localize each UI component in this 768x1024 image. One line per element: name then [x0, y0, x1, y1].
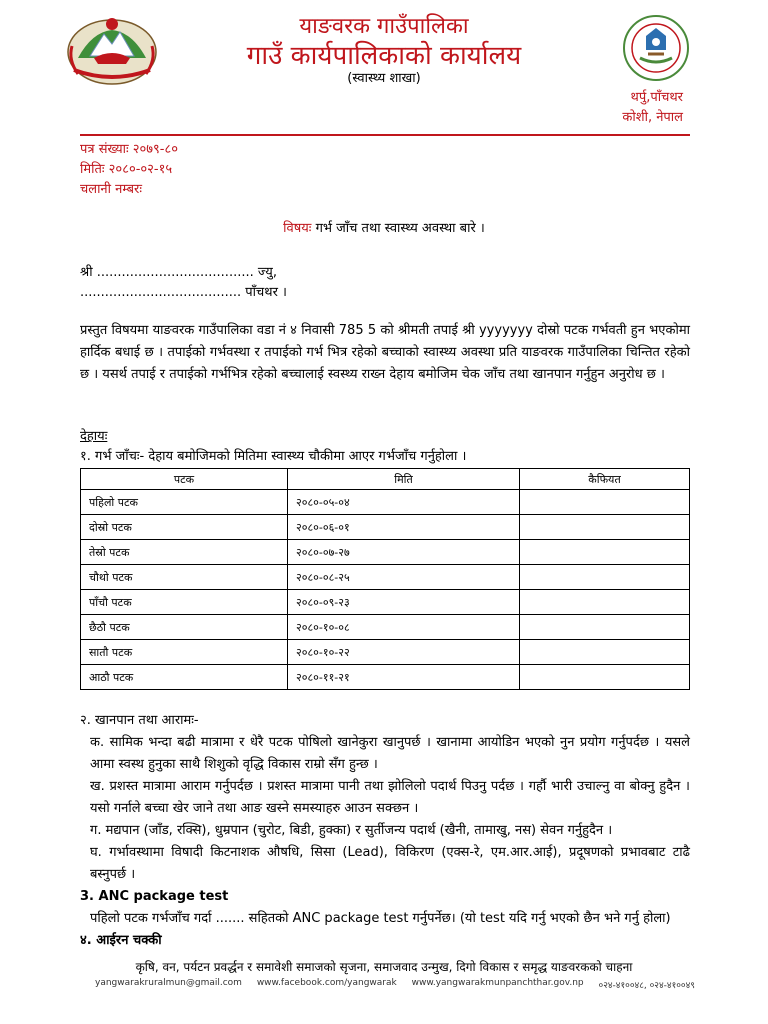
table-row [81, 565, 690, 590]
date-cell: २०८०-१०-०८ [288, 615, 520, 640]
section-3-text: पहिलो पटक गर्भजाँच गर्दा ....... सहितको ANC package test गर्नुपर्नेछ। (यो test यदि गर्नु भएको छैन भने गर्नु होला) [90, 911, 671, 926]
office-address [622, 88, 683, 128]
remarks-cell [520, 615, 690, 640]
table-row [81, 640, 690, 665]
diet-item-ka: क. सामिक भन्दा बढी मात्रामा र धेरै पटक पोषिलो खानेकुरा खानुपर्छ । खानामा आयोडिन भएको नुन प्रयोग गर्नुपर्दछ । यसले आमा स्वस्थ हुनुका साथै शिशुको वृद्धि विकास राम्रो सँग हुन्छ । [90, 735, 690, 772]
section-2 [80, 710, 690, 952]
subject-line [0, 218, 768, 236]
visit-cell: तेस्रो पटक [81, 540, 288, 565]
diet-item-ga: ग. मद्यपान (जाँड, रक्सि), धुम्रपान (चुरोट, बिडी, हुक्का) र सुर्तीजन्य पदार्थ (खैनी, तामाखु, नस) सेवन गर्नुहुदैन । [90, 823, 613, 838]
recipient-block [80, 263, 287, 303]
table-row [81, 515, 690, 540]
column-header-date: मिति [288, 469, 520, 490]
date-cell: २०८०-०९-२३ [288, 590, 520, 615]
column-header-visit: पटक [81, 469, 288, 490]
section-3-heading: 3. ANC package test [80, 889, 229, 904]
footer-website[interactable]: www.yangwarakmunpanchthar.gov.np [411, 978, 584, 988]
reference-number: पत्र संख्याः २०७९-८० [80, 142, 179, 157]
section-4-heading: ४. आईरन चक्की [80, 933, 162, 948]
date-cell: २०८०-१०-२२ [288, 640, 520, 665]
visit-cell: पहिलो पटक [81, 490, 288, 515]
table-header-row [81, 469, 690, 490]
diet-item-kha: ख. प्रशस्त मात्रामा आराम गर्नुपर्दछ । प्रशस्त मात्रामा पानी तथा झोलिलो पदार्थ पिउनु पर्दछ । गर्हौ भारी उचाल्नु वा बोक्नु हुदैन । यसो गर्नाले बच्चा खेर जाने तथा आङ खस्ने समस्याहरु आउन सक्छन । [90, 779, 690, 816]
remarks-cell [520, 540, 690, 565]
checkup-schedule-table [80, 468, 690, 690]
remarks-cell [520, 665, 690, 690]
body-paragraph: प्रस्तुत विषयमा याङवरक गाउँपालिका वडा नं ४ निवासी 785 5 को श्रीमती तपाई श्री yyyyyyy दोस्रो पटक गर्भवती हुन भएकोमा हार्दिक बधाई छ । तपाईको गर्भवस्था र तपाईको गर्भ भित्र रहेको बच्चाको स्वास्थ्य अवस्था प्रति याङवरक गाउँपालिका चिन्तित रहेको छ । यसर्थ तपाई र तपाईको गर्भभित्र रहेको बच्चालाई स्वस्थ्य राख्न देहाय बमोजिम चेक जाँच तथा खानपान गर्नुहुन अनुरोध छ । [80, 323, 690, 382]
footer-email[interactable]: yangwarakruralmun@gmail.com [95, 978, 242, 988]
column-header-remarks: कैफियत [520, 469, 690, 490]
date-cell: २०८०-०५-०४ [288, 490, 520, 515]
section-2-heading: २. खानपान तथा आरामः- [80, 713, 199, 728]
municipality-seal-icon [622, 14, 690, 82]
section-1-heading: १. गर्भ जाँचः- देहाय बमोजिमको मितिमा स्वास्थ्य चौकीमा आएर गर्भजाँच गर्नुहोला । [80, 449, 467, 464]
table-row [81, 665, 690, 690]
municipality-name: याङवरक गाउँपालिका [299, 14, 469, 39]
footer-facebook[interactable]: www.facebook.com/yangwarak [256, 978, 397, 988]
recipient-line-1: श्री ...................................... ज्यु, [80, 265, 277, 280]
visit-cell: चौथो पटक [81, 565, 288, 590]
address-line-1: थर्पु,पाँचथर [630, 90, 683, 105]
table-row [81, 615, 690, 640]
dispatch-number: चलानी नम्बरः [80, 182, 142, 197]
visit-cell: दोस्रो पटक [81, 515, 288, 540]
table-row [81, 590, 690, 615]
diet-item-gha: घ. गर्भावस्थामा विषादी किटनाशक औषधि, सिसा (Lead), विकिरण (एक्स-रे, एम.आर.आई), प्रदूषणको प्रभावबाट टाढै बस्नुपर्छ । [90, 845, 690, 882]
letter-date: मितिः २०८०-०२-१५ [80, 162, 173, 177]
remarks-cell [520, 640, 690, 665]
table-row [81, 490, 690, 515]
visit-cell: आठौ पटक [81, 665, 288, 690]
remarks-cell [520, 490, 690, 515]
header-divider [80, 134, 690, 136]
office-name: गाउँ कार्यपालिकाको कार्यालय [246, 41, 522, 71]
visit-cell: सातौ पटक [81, 640, 288, 665]
date-cell: २०८०-०८-२५ [288, 565, 520, 590]
date-cell: २०८०-११-२१ [288, 665, 520, 690]
branch-name: (स्वास्थ्य शाखा) [347, 71, 421, 86]
footer-slogan: कृषि, वन, पर्यटन प्रवर्द्धन र समावेशी समाजको सृजना, समाजवाद उन्मुख, दिगो विकास र समृद्ध याङवरकको चाहना [135, 960, 633, 974]
table-row [81, 540, 690, 565]
section-heading: देहायः [80, 429, 108, 444]
date-cell: २०८०-०७-२७ [288, 540, 520, 565]
subject-text: गर्भ जाँच तथा स्वास्थ्य अवस्था बारे । [315, 221, 485, 236]
footer-phone: ०२४-४१००४८, ०२४-४१००४९ [598, 981, 695, 991]
footer-contacts [95, 978, 695, 991]
address-line-2: कोशी, नेपाल [622, 110, 683, 125]
visit-cell: पाँचौ पटक [81, 590, 288, 615]
letter-meta [80, 140, 178, 200]
remarks-cell [520, 515, 690, 540]
subject-label: विषयः [283, 221, 312, 236]
visit-cell: छैठौ पटक [81, 615, 288, 640]
remarks-cell [520, 590, 690, 615]
remarks-cell [520, 565, 690, 590]
date-cell: २०८०-०६-०१ [288, 515, 520, 540]
recipient-line-2: ....................................... पाँचथर । [80, 285, 287, 300]
